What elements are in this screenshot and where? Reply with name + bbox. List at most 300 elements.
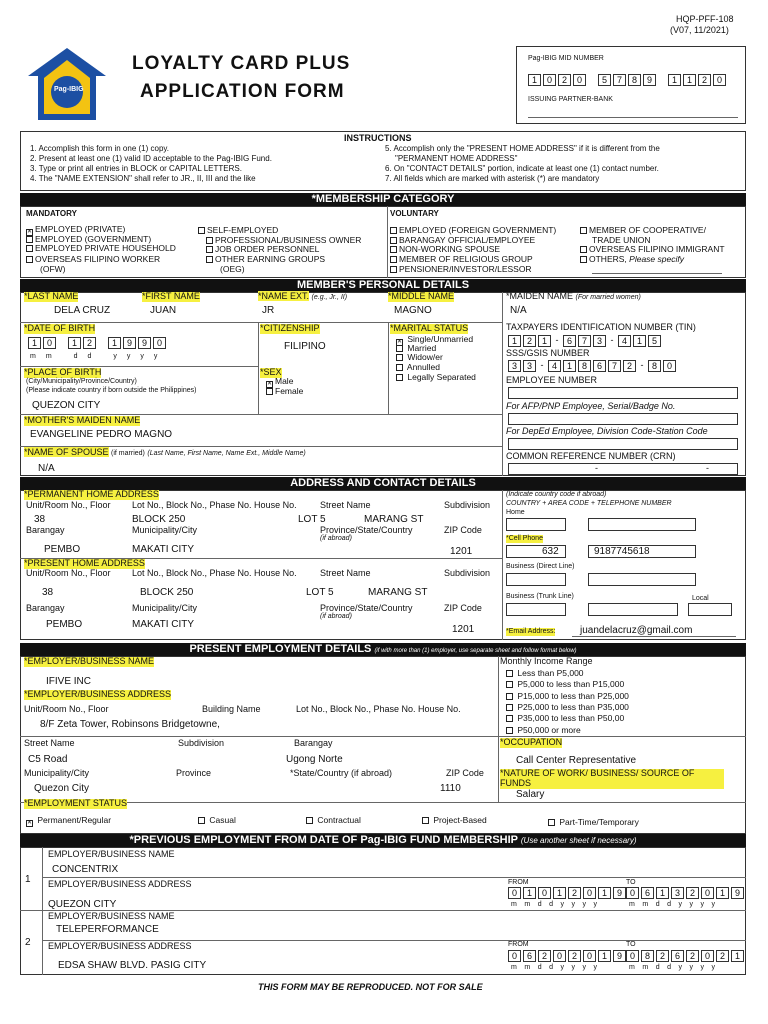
tin-digit: 1 <box>508 335 521 347</box>
afp-field[interactable] <box>508 413 738 425</box>
col-prov-hint: (if abroad) <box>320 613 352 620</box>
divider <box>502 292 503 476</box>
dob-digit: 1 <box>108 337 121 349</box>
checkbox-icon <box>26 256 33 263</box>
pob-value[interactable]: QUEZON CITY <box>32 400 101 411</box>
mid-digit: 9 <box>643 74 656 86</box>
emp-col-zip: ZIP Code <box>446 768 484 778</box>
checkbox-icon <box>26 236 33 243</box>
home-label: Home <box>506 509 525 516</box>
pres-street[interactable]: MARANG ST <box>368 587 428 598</box>
page-title-line1: LOYALTY CARD PLUS <box>132 53 351 74</box>
perm-zip[interactable]: 1201 <box>450 546 473 557</box>
checkbox-icon: ✕ <box>397 339 403 345</box>
date-digit: 2 <box>656 950 669 962</box>
citizenship-value[interactable]: FILIPINO <box>284 341 326 352</box>
employee-number-field[interactable] <box>508 387 738 399</box>
category-label: OTHER EARNING GROUPS <box>215 254 326 264</box>
checkbox-icon <box>198 817 205 824</box>
legend-char: y <box>689 901 701 908</box>
legend-char: y <box>140 353 154 360</box>
income-option-label: P35,000 to less than P50,00 <box>517 713 625 723</box>
checkbox-icon <box>390 266 397 273</box>
to-label: TO <box>626 941 636 948</box>
legend-char: y <box>689 964 701 971</box>
status-option[interactable] <box>26 816 111 827</box>
marital-option-label: Single/Unmarried <box>407 334 474 344</box>
legend-char: d <box>667 901 679 908</box>
status-option[interactable] <box>198 816 236 825</box>
col-zip: ZIP Code <box>444 603 482 613</box>
mid-digit: 7 <box>613 74 626 86</box>
checkbox-icon <box>422 817 429 824</box>
perm-address-label: *PERMANENT HOME ADDRESS <box>24 489 159 499</box>
date-digit: 1 <box>598 950 611 962</box>
emp-zip[interactable]: 1110 <box>440 783 461 794</box>
marital-option-label: Widow/er <box>407 352 443 362</box>
sss-digit: 8 <box>578 360 591 372</box>
spouse-value[interactable]: N/A <box>38 463 55 474</box>
contact-hint: COUNTRY + AREA CODE + TELEPHONE NUMBER <box>506 500 672 507</box>
from-label: FROM <box>508 941 529 948</box>
legend-char: m <box>511 901 525 908</box>
employment-box <box>20 656 746 834</box>
date-digit: 0 <box>701 950 714 962</box>
category-label: SELF-EMPLOYED <box>207 225 279 235</box>
date-digit: 3 <box>671 887 684 899</box>
sss-label: SSS/GSIS NUMBER <box>506 348 590 358</box>
sss-digit: 3 <box>508 360 521 372</box>
divider <box>388 322 389 414</box>
legend-char: y <box>678 964 690 971</box>
category-label: MEMBER OF RELIGIOUS GROUP <box>399 254 533 264</box>
category-option[interactable] <box>580 245 725 254</box>
dob-digit: 9 <box>138 337 151 349</box>
sss-digit: 6 <box>593 360 606 372</box>
category-option[interactable] <box>580 226 706 235</box>
checkbox-icon <box>506 715 513 722</box>
dob-digit: 2 <box>83 337 96 349</box>
mid-digit: 1 <box>683 74 696 86</box>
cell-number: 9187745618 <box>594 546 650 557</box>
checkbox-icon <box>390 227 397 234</box>
mid-digit: 1 <box>668 74 681 86</box>
emp-col-prov: Province <box>176 768 212 778</box>
checkbox-icon: ✕ <box>27 229 33 235</box>
partner-bank-field[interactable] <box>528 117 738 118</box>
previous-header <box>20 834 746 847</box>
marital-label: *MARITAL STATUS <box>390 323 469 333</box>
crn-label: COMMON REFERENCE NUMBER (CRN) <box>506 451 676 461</box>
category-option[interactable] <box>206 255 325 264</box>
pres-address-label: *PRESENT HOME ADDRESS <box>24 558 145 568</box>
category-label: MEMBER OF COOPERATIVE/ <box>589 225 706 235</box>
marital-option[interactable] <box>396 373 476 382</box>
prev2-from-digits[interactable] <box>508 950 628 962</box>
checkbox-icon <box>506 670 513 677</box>
category-option[interactable] <box>26 244 176 253</box>
name-ext-hint: (e.g., Jr., II) <box>311 294 348 301</box>
dob-digits[interactable] <box>28 337 168 349</box>
emp-brgy[interactable]: Ugong Norte <box>286 754 343 765</box>
maiden-label-wrap <box>506 292 641 302</box>
local-field[interactable] <box>688 603 732 616</box>
instruction-item: 2. Present at least one (1) valid ID acceptable to the Pag-IBIG Fund. <box>30 154 272 163</box>
col-prov: Province/State/Country <box>320 603 413 613</box>
sss-digit: - <box>640 360 644 370</box>
name-ext-label: *NAME EXT. <box>258 291 310 301</box>
date-digit: 1 <box>598 887 611 899</box>
last-name-label: *LAST NAME <box>24 291 79 301</box>
category-label: EMPLOYED PRIVATE HOUSEHOLD <box>35 243 176 253</box>
checkbox-icon <box>506 727 513 734</box>
first-name-value[interactable]: JUAN <box>150 305 177 316</box>
emp-col-subd: Subdivision <box>178 738 225 748</box>
category-label: NON-WORKING SPOUSE <box>399 244 501 254</box>
perm-brgy[interactable]: PEMBO <box>44 544 81 555</box>
checkbox-icon <box>266 388 273 395</box>
to-label: TO <box>626 879 636 886</box>
sss-digit: 2 <box>623 360 636 372</box>
nature-label: *NATURE OF WORK/ BUSINESS/ SOURCE OF FUNDS <box>500 769 724 789</box>
tin-digit: 6 <box>563 335 576 347</box>
occupation-label: *OCCUPATION <box>500 737 563 747</box>
instruction-item: 7. All fields which are marked with asterisk (*) are mandatory <box>385 174 600 183</box>
pres-brgy[interactable]: PEMBO <box>46 619 83 630</box>
personal-header: MEMBER'S PERSONAL DETAILS <box>20 279 746 292</box>
divider <box>498 656 499 802</box>
date-digit: 2 <box>716 950 729 962</box>
date-digit: 9 <box>731 887 744 899</box>
tin-digit: - <box>610 335 614 345</box>
marital-option[interactable] <box>396 363 440 372</box>
checkbox-icon <box>390 237 397 244</box>
pres-unit[interactable]: 38 <box>42 587 54 598</box>
spouse-label: *NAME OF SPOUSE <box>24 447 109 457</box>
category-option[interactable] <box>390 255 533 264</box>
prev-name-label: EMPLOYER/BUSINESS NAME <box>48 849 175 859</box>
others-specify-label: Please specify <box>629 254 684 264</box>
date-legend <box>629 901 723 909</box>
legend-char: m <box>511 964 525 971</box>
divider <box>42 877 746 878</box>
col-city: Municipality/City <box>132 603 198 613</box>
spouse-hint: (if married) <box>111 450 145 457</box>
from-label: FROM <box>508 879 529 886</box>
mid-digit: 2 <box>558 74 571 86</box>
date-digit: 8 <box>641 950 654 962</box>
oeg-sub: (OEG) <box>220 264 245 274</box>
others-specify-field[interactable] <box>592 273 722 274</box>
pob-hint: (Please indicate country if born outside the Philippines) <box>26 387 197 394</box>
checkbox-icon <box>198 227 205 234</box>
checkbox-icon <box>206 246 213 253</box>
occupation-value[interactable]: Call Center Representative <box>516 755 637 766</box>
maiden-value[interactable]: N/A <box>510 305 527 316</box>
marital-option-label: Married <box>407 343 437 353</box>
checkbox-icon <box>396 374 403 381</box>
marital-option-label: Legally Separated <box>407 372 476 382</box>
date-digit: 0 <box>626 887 639 899</box>
status-option[interactable] <box>306 816 361 825</box>
perm-lot2[interactable]: LOT 5 <box>298 514 326 525</box>
checkbox-icon <box>396 364 403 371</box>
dob-digit: 9 <box>123 337 136 349</box>
mid-digit: 1 <box>528 74 541 86</box>
category-label: PENSIONER/INVESTOR/LESSOR <box>399 264 532 274</box>
date-digit: 0 <box>626 950 639 962</box>
coop-sub: TRADE UNION <box>592 235 651 245</box>
date-digit: 2 <box>568 887 581 899</box>
date-digit: 2 <box>568 950 581 962</box>
income-option[interactable] <box>506 726 581 735</box>
checkbox-icon <box>506 693 513 700</box>
perm-lot[interactable]: BLOCK 250 <box>132 514 186 525</box>
col-lot: Lot No., Block No., Phase No. House No. <box>132 568 297 578</box>
legend-char: d <box>667 964 679 971</box>
pres-lot2[interactable]: LOT 5 <box>306 587 334 598</box>
tin-digit: 2 <box>523 335 536 347</box>
col-street: Street Name <box>320 568 371 578</box>
home-phone-code[interactable] <box>506 518 566 531</box>
emp-col-street: Street Name <box>24 738 75 748</box>
legend-char: y <box>711 901 723 908</box>
biz-direct-code[interactable] <box>506 573 566 586</box>
mandatory-label: MANDATORY <box>26 209 77 218</box>
checkbox-icon <box>396 354 403 361</box>
pres-city[interactable]: MAKATI CITY <box>132 619 195 630</box>
category-label: EMPLOYED (GOVERNMENT) <box>35 234 152 244</box>
employer-value[interactable]: IFIVE INC <box>46 676 92 687</box>
category-label: PROFESSIONAL/BUSINESS OWNER <box>215 235 362 245</box>
income-option-label: P25,000 to less than P35,000 <box>517 702 629 712</box>
emp-col-city: Municipality/City <box>24 768 90 778</box>
dob-digit: 1 <box>28 337 41 349</box>
status-label: *EMPLOYMENT STATUS <box>24 798 128 808</box>
mother-value[interactable]: EVANGELINE PEDRO MAGNO <box>30 429 173 440</box>
sss-digits[interactable] <box>508 360 678 372</box>
logo-text: Pag-IBIG <box>54 86 84 93</box>
legend-char: d <box>655 901 668 908</box>
instruction-item: 5. Accomplish only the "PRESENT HOME ADDRESS" if it is different from the <box>385 144 660 153</box>
col-prov: Province/State/Country <box>320 525 413 535</box>
col-prov-hint: (if abroad) <box>320 535 352 542</box>
email-field <box>572 636 736 637</box>
checkbox-icon <box>306 817 313 824</box>
sex-option-label: Female <box>275 386 304 396</box>
date-digit: 0 <box>553 950 566 962</box>
prev-name[interactable]: CONCENTRIX <box>52 864 119 875</box>
dob-digit: 0 <box>43 337 56 349</box>
mid-number-digits[interactable] <box>528 74 728 86</box>
tin-digit: 4 <box>618 335 631 347</box>
sss-digit: 7 <box>608 360 621 372</box>
income-option[interactable] <box>506 669 584 678</box>
category-option[interactable] <box>26 255 160 264</box>
prev-addr[interactable]: EDSA SHAW BLVD. PASIG CITY <box>58 960 207 971</box>
income-option[interactable] <box>506 692 629 701</box>
status-option[interactable] <box>548 818 639 827</box>
contact-hint: (Indicate country code if abroad) <box>506 491 607 498</box>
col-unit: Unit/Room No., Floor <box>26 500 111 510</box>
employment-header-title: PRESENT EMPLOYMENT DETAILS <box>189 643 372 655</box>
partner-bank-label: ISSUING PARTNER-BANK <box>528 96 613 103</box>
date-digit: 2 <box>686 950 699 962</box>
emp-unit-bldg[interactable]: 8/F Zeta Tower, Robinsons Bridgetowne, <box>40 719 220 730</box>
employee-number-label: EMPLOYEE NUMBER <box>506 375 598 385</box>
category-option[interactable] <box>390 265 532 274</box>
prev-addr[interactable]: QUEZON CITY <box>48 899 117 910</box>
sss-digit: 0 <box>663 360 676 372</box>
pres-lot[interactable]: BLOCK 250 <box>140 587 194 598</box>
nature-value[interactable]: Salary <box>516 789 545 800</box>
category-option[interactable] <box>206 245 319 254</box>
perm-city[interactable]: MAKATI CITY <box>132 544 195 555</box>
mid-digit: 2 <box>698 74 711 86</box>
date-digit: 1 <box>656 887 669 899</box>
local-label: Local <box>692 595 709 602</box>
date-digit: 0 <box>583 950 596 962</box>
middle-name-value[interactable]: MAGNO <box>394 305 432 316</box>
checkbox-icon <box>506 681 513 688</box>
date-digit: 0 <box>583 887 596 899</box>
checkbox-icon <box>506 704 513 711</box>
income-option[interactable] <box>506 703 629 712</box>
status-option-label: Project-Based <box>433 815 487 825</box>
date-digit: 2 <box>538 950 551 962</box>
pres-zip[interactable]: 1201 <box>452 624 475 635</box>
employment-header-note: (if with more than (1) employer, use separate sheet and follow format below) <box>374 648 577 654</box>
crn-dash: - <box>706 463 709 473</box>
status-option-label: Contractual <box>317 815 361 825</box>
tin-label: TAXPAYERS IDENTIFICATION NUMBER (TIN) <box>506 322 696 332</box>
pagibig-logo <box>24 46 110 124</box>
perm-street[interactable]: MARANG ST <box>364 514 424 525</box>
cell-label: *Cell Phone <box>506 535 543 542</box>
legend-char: d <box>537 964 550 971</box>
legend-char: y <box>700 964 712 971</box>
legend-char: m <box>30 353 46 360</box>
emp-col-bldg: Building Name <box>202 704 261 714</box>
date-digit: 6 <box>523 950 536 962</box>
voluntary-label: VOLUNTARY <box>390 209 439 218</box>
mid-number-label: Pag-IBIG MID NUMBER <box>528 55 604 62</box>
tin-digit: 5 <box>648 335 661 347</box>
name-ext-value[interactable]: JR <box>262 305 275 316</box>
date-digit: 0 <box>508 950 521 962</box>
legend-char: y <box>113 353 127 360</box>
income-option[interactable] <box>506 680 624 689</box>
maiden-hint: (For married women) <box>575 294 641 301</box>
legend-char: y <box>678 901 690 908</box>
legend-char: y <box>593 964 605 971</box>
legend-char: m <box>629 964 643 971</box>
prev-name-label: EMPLOYER/BUSINESS NAME <box>48 911 175 921</box>
marital-option[interactable] <box>396 353 443 362</box>
category-option[interactable] <box>390 245 500 254</box>
crn-dash: - <box>595 463 598 473</box>
checkbox-icon <box>390 246 397 253</box>
prev-name[interactable]: TELEPERFORMANCE <box>56 924 159 935</box>
spouse-hint: (Last Name, First Name, Name Ext., Middle Name) <box>147 450 306 457</box>
legend-char: d <box>87 353 102 360</box>
ofw-sub: (OFW) <box>40 264 66 274</box>
tin-digit: 1 <box>633 335 646 347</box>
mid-digit: 5 <box>598 74 611 86</box>
emp-address-label: *EMPLOYER/BUSINESS ADDRESS <box>24 689 172 699</box>
category-option[interactable] <box>390 226 556 235</box>
checkbox-icon <box>390 256 397 263</box>
address-header: ADDRESS AND CONTACT DETAILS <box>20 477 746 490</box>
maiden-label: *MAIDEN NAME <box>506 291 574 301</box>
legend-char: y <box>593 901 605 908</box>
date-digit: 1 <box>553 887 566 899</box>
divider <box>387 206 388 278</box>
category-option[interactable] <box>198 226 278 235</box>
prev1-to-digits[interactable] <box>626 887 746 899</box>
instruction-item: 3. Type or print all entries in BLOCK or CAPITAL LETTERS. <box>30 164 242 173</box>
pob-hint: (City/Municipality/Province/Country) <box>26 378 137 385</box>
deped-field[interactable] <box>508 438 738 450</box>
tin-digit: - <box>555 335 559 345</box>
dob-digit: 1 <box>68 337 81 349</box>
legend-char: d <box>549 964 561 971</box>
biz-trunk-number[interactable] <box>588 603 678 616</box>
sss-digit: 8 <box>648 360 661 372</box>
legend-char: y <box>582 964 594 971</box>
sex-option[interactable] <box>266 387 303 396</box>
checkbox-icon <box>206 237 213 244</box>
sss-digit: 4 <box>548 360 561 372</box>
sss-digit: - <box>540 360 544 370</box>
prev1-from-digits[interactable] <box>508 887 628 899</box>
prev-no: 2 <box>25 937 31 948</box>
income-label: Monthly Income Range <box>500 656 593 666</box>
cell-code: 632 <box>542 546 559 557</box>
crn-field[interactable] <box>508 463 738 475</box>
mid-digit: 8 <box>628 74 641 86</box>
category-label: EMPLOYED (FOREIGN GOVERNMENT) <box>399 225 557 235</box>
category-label: JOB ORDER PERSONNEL <box>215 244 320 254</box>
biz-trunk-code[interactable] <box>506 603 566 616</box>
home-phone-number[interactable] <box>588 518 696 531</box>
emp-street[interactable]: C5 Road <box>28 754 68 765</box>
date-digit: 0 <box>701 887 714 899</box>
income-option[interactable] <box>506 714 624 723</box>
income-option-label: Less than P5,000 <box>517 668 584 678</box>
category-label: BARANGAY OFFICIAL/EMPLOYEE <box>399 235 536 245</box>
footer-note: THIS FORM MAY BE REPRODUCED. NOT FOR SALE <box>258 982 483 992</box>
perm-unit[interactable]: 38 <box>34 514 46 525</box>
biz-direct-number[interactable] <box>588 573 696 586</box>
status-option[interactable] <box>422 816 487 825</box>
income-option-label: P15,000 to less than P25,000 <box>517 691 629 701</box>
citizenship-label: *CITIZENSHIP <box>260 323 320 333</box>
last-name-value[interactable]: DELA CRUZ <box>54 305 111 316</box>
category-option[interactable] <box>580 255 684 264</box>
email-value[interactable]: juandelacruz@gmail.com <box>580 625 693 636</box>
dob-digit: 0 <box>153 337 166 349</box>
spouse-label-wrap <box>24 448 306 458</box>
emp-col-brgy: Barangay <box>294 738 333 748</box>
prev2-to-digits[interactable] <box>626 950 746 962</box>
checkbox-icon <box>548 819 555 826</box>
tin-digits[interactable] <box>508 335 663 347</box>
checkbox-icon <box>396 345 403 352</box>
emp-city[interactable]: Quezon City <box>34 783 90 794</box>
date-digit: 2 <box>686 887 699 899</box>
legend-char: y <box>571 901 583 908</box>
